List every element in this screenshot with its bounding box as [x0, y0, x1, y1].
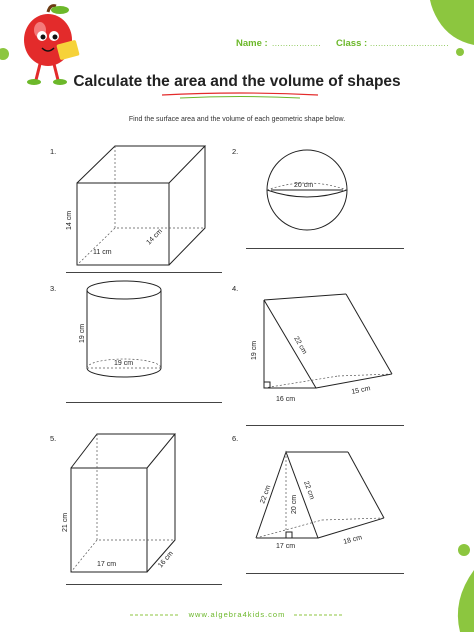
title-underline — [160, 90, 320, 100]
name-label: Name : — [236, 38, 268, 49]
corner-decoration-left — [0, 40, 14, 70]
tall-rectangular-prism-figure — [55, 430, 195, 580]
problem-number: 5. — [50, 434, 57, 443]
instructions-text: Find the surface area and the volume of each geometric shape below. — [128, 116, 346, 123]
answer-line[interactable] — [246, 425, 404, 426]
dimension-label: 15 cm — [350, 385, 372, 396]
answer-line[interactable] — [246, 573, 404, 574]
class-label: Class : — [336, 38, 368, 49]
dimension-label: 19 cm — [251, 340, 258, 360]
dimension-label: 11 cm — [93, 249, 112, 256]
dimension-label: 22 cm — [292, 335, 308, 356]
dimension-label: 17 cm — [97, 561, 117, 568]
cylinder-figure — [74, 278, 174, 383]
isosceles-triangular-prism-figure — [246, 444, 406, 554]
answer-line[interactable] — [66, 584, 222, 585]
footer-website: www.algebra4kids.com — [188, 610, 286, 619]
dimension-label: 14 cm — [66, 210, 73, 230]
dimension-label: 22 cm — [302, 480, 316, 501]
dimension-label: 20 cm — [291, 494, 298, 514]
dimension-label: 19 cm — [114, 360, 134, 367]
sphere-figure — [262, 146, 352, 236]
dimension-label: 21 cm — [62, 512, 69, 532]
dimension-label: 22 cm — [259, 484, 273, 505]
problem-number: 3. — [50, 284, 57, 293]
answer-line[interactable] — [66, 402, 222, 403]
answer-line[interactable] — [246, 248, 404, 249]
rectangular-prism-figure — [55, 140, 235, 270]
class-field[interactable]: ............................. — [370, 39, 449, 48]
answer-line[interactable] — [66, 272, 222, 273]
triangular-prism-figure — [242, 288, 412, 403]
worksheet-title: Calculate the area and the volume of shapes — [73, 73, 401, 90]
dimension-label: 19 cm — [79, 323, 86, 343]
dimension-label: 16 cm — [276, 396, 296, 403]
dimension-label: 14 cm — [145, 227, 164, 247]
corner-decoration-top-right — [400, 0, 474, 70]
dimension-label: 17 cm — [276, 543, 296, 550]
problem-number: 6. — [232, 434, 239, 443]
problem-number: 2. — [232, 147, 239, 156]
problem-number: 4. — [232, 284, 239, 293]
dimension-label: 20 cm — [294, 182, 314, 189]
name-field[interactable]: .................. — [272, 39, 322, 48]
problem-number: 1. — [50, 147, 57, 156]
dimension-label: 18 cm — [342, 534, 363, 546]
dimension-label: 16 cm — [157, 550, 175, 570]
